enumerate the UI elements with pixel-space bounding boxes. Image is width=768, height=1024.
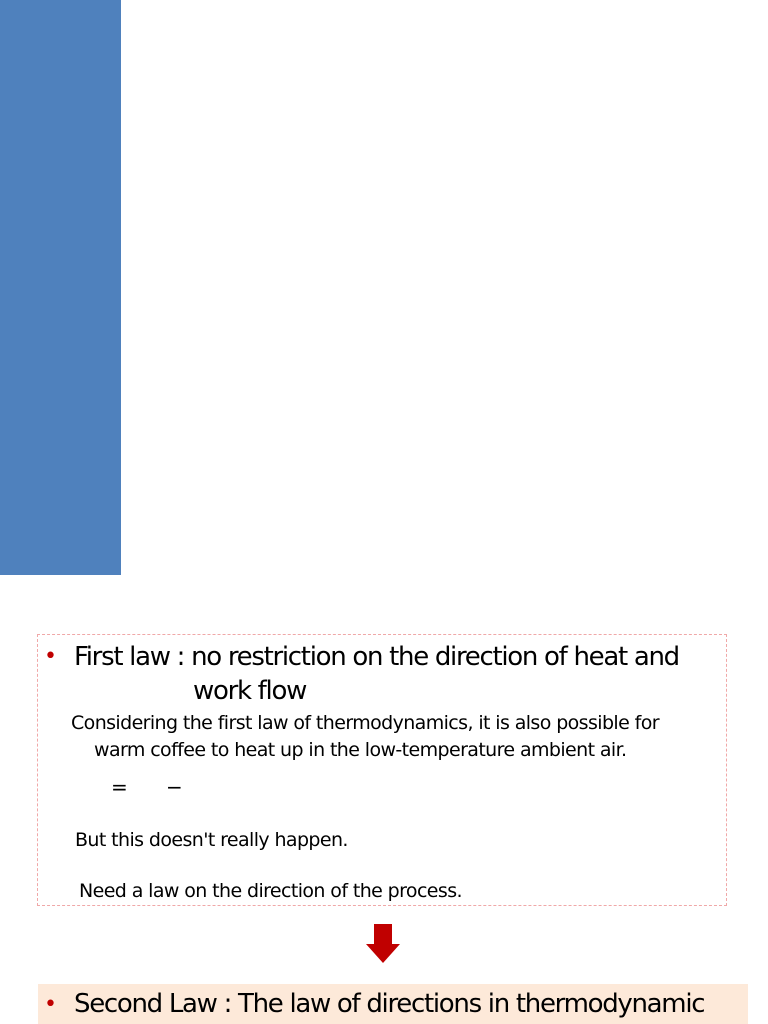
equation-minus-sign: − (166, 775, 183, 799)
second-law-title: Second Law : The law of directions in thermodynamic (74, 989, 705, 1019)
side-accent-bar (0, 0, 121, 575)
first-law-explanation-line-2: warm coffee to heat up in the low-temperature ambient air. (94, 739, 627, 761)
first-law-conclusion: Need a law on the direction of the process. (79, 880, 462, 902)
first-law-bullet: • (44, 644, 57, 669)
first-law-title-continuation: work flow (193, 676, 307, 706)
down-arrow-icon (365, 924, 401, 964)
first-law-title: First law : no restriction on the direction of heat and (74, 642, 679, 672)
equation-equals-sign: = (111, 775, 128, 799)
first-law-box (37, 634, 727, 906)
first-law-explanation-line-1: Considering the first law of thermodynamics, it is also possible for (71, 712, 659, 734)
first-law-statement: But this doesn't really happen. (75, 829, 348, 851)
second-law-bullet: • (44, 992, 57, 1017)
